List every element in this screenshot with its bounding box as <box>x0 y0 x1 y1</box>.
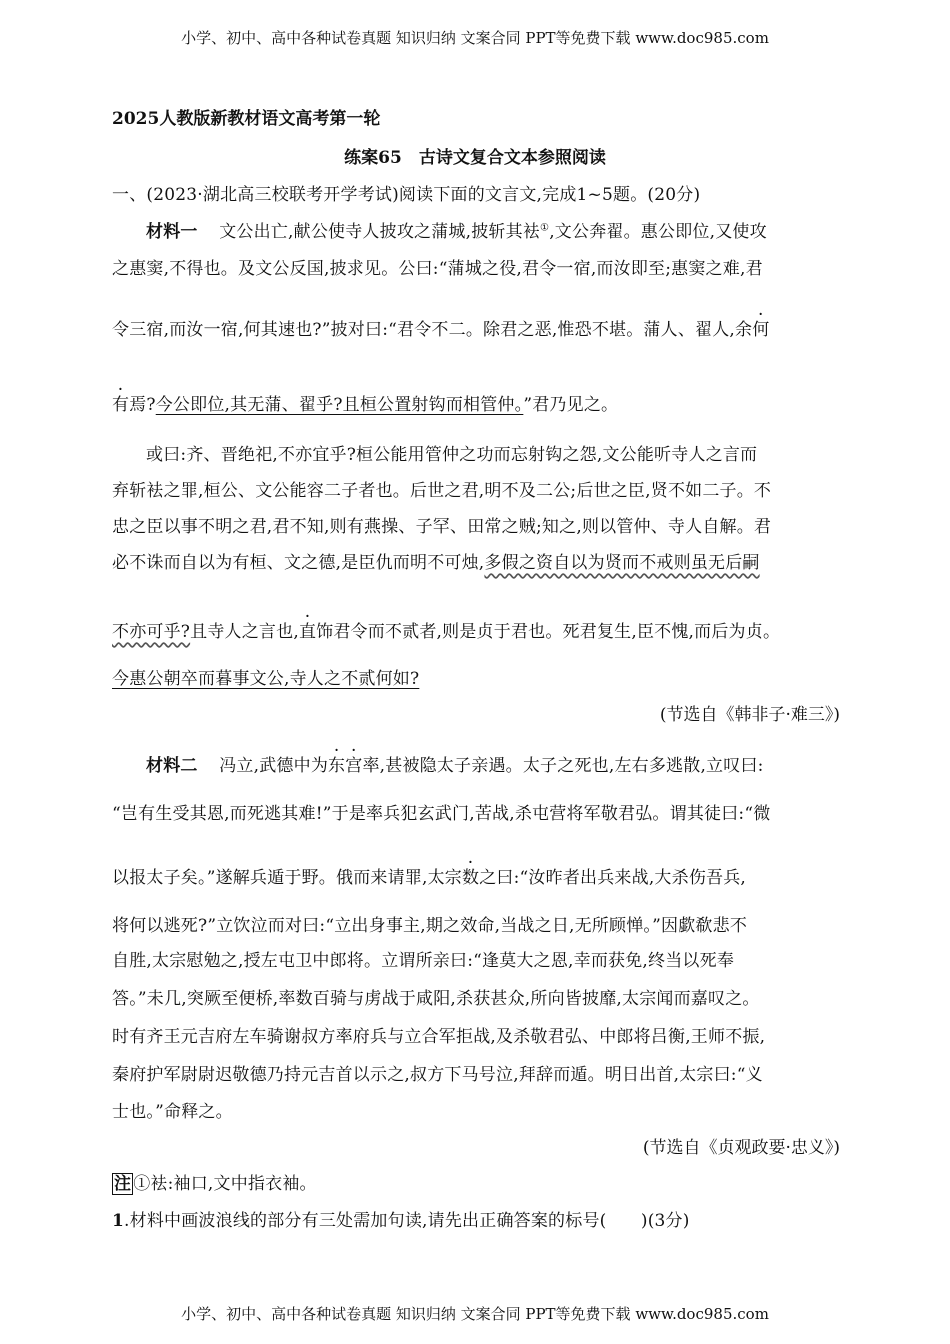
material1-line1: 材料一 文公出亡,献公使寺人披攻之蒲城,披斩其袪①,文公奔翟。惠公即位,又使攻 <box>146 222 767 242</box>
material2-line5: 自胜,太宗慰勉之,授左屯卫中郎将。立谓所亲曰:“逢莫大之恩,幸而获免,终当以死奉 <box>112 951 735 971</box>
emphasis-char: 何 <box>752 320 770 340</box>
emphasis-char: 有 <box>112 395 130 415</box>
page-footer: 小学、初中、高中各种试卷真题 知识归纳 文案合同 PPT等免费下载 www.doc985.com <box>181 1305 769 1323</box>
commentary-line6 <box>112 664 419 689</box>
source-citation-1: (节选自《韩非子·难三》) <box>659 705 840 725</box>
material1-line4: 有焉?今公即位,其无蒲、翟乎?且桓公置射钩而相管仲。”君乃见之。 <box>112 395 619 415</box>
material1-line3: 令三宿,而汝一宿,何其速也?”披对曰:“君令不二。除君之恶,惟恐不堪。蒲人、翟人,余何 <box>112 320 770 340</box>
commentary-line2: 弃斩袪之罪,桓公、文公能容二子者也。后世之君,明不及二公;后世之臣,贤不如二子。不 <box>112 481 772 501</box>
material2-line1: 材料二 冯立,武德中为东宫率,甚被隐太子亲遇。太子之死也,左右多逃散,立叹曰: <box>146 756 764 776</box>
footnote: 注 ①袪:袖口,文中指衣袖。 <box>114 1174 317 1194</box>
commentary-line3: 忠之臣以事不明之君,君不知,则有燕操、子罕、田常之贼;知之,则以管仲、寺人自解。君 <box>112 517 772 537</box>
material2-label: 材料二 <box>146 756 198 776</box>
material2-line6: 答。”未几,突厥至便桥,率数百骑与虏战于咸阳,杀获甚众,所向皆披靡,太宗闻而嘉叹之。 <box>112 989 760 1009</box>
commentary-line1: 或曰:齐、晋绝祀,不亦宜乎?桓公能用管仲之功而忘射钩之怨,文公能听寺人之言而 <box>146 445 758 465</box>
commentary-line5: 不亦可乎?且寺人之言也,直饰君令而不贰者,则是贞于君也。死君复生,臣不愧,而后为贞。 <box>112 622 781 642</box>
material2-line4: 将何以逃死?”立饮泣而对曰:“立出身事主,期之效命,当战之日,无所顾惮。”因歔欷悲不 <box>112 916 748 936</box>
material2-line7: 时有齐王元吉府左车骑谢叔方率府兵与立合军拒战,及杀敬君弘、中郎将吕衡,王师不振, <box>112 1027 766 1047</box>
note-label: 注 <box>114 1174 132 1194</box>
material1-label: 材料一 <box>146 222 198 242</box>
page-header: 小学、初中、高中各种试卷真题 知识归纳 文案合同 PPT等免费下载 www.doc985.com <box>181 29 769 47</box>
material2-line3: 以报太子矣。”遂解兵遁于野。俄而来请罪,太宗数之曰:“汝昨者出兵来战,大杀伤吾兵, <box>112 868 747 888</box>
commentary-line4: 必不诛而自以为有桓、文之德,是臣仇而明不可烛,多假之资自以为贤而不戒则虽无后嗣 <box>112 553 760 573</box>
material2-line8: 秦府护军尉尉迟敬德乃持元吉首以示之,叔方下马号泣,拜辞而遁。明日出首,太宗曰:“义 <box>112 1065 763 1085</box>
footnote-marker: ① <box>540 222 550 234</box>
exercise-title: 练案65 古诗文复合文本参照阅读 <box>344 148 606 168</box>
emphasis-char: 宫 <box>345 756 363 776</box>
source-citation-2: (节选自《贞观政要·忠义》) <box>642 1138 840 1158</box>
emphasis-char: 直 <box>298 622 317 642</box>
material1-line2: 之惠窦,不得也。及文公反国,披求见。公曰:“蒲城之役,君令一宿,而汝即至;惠窦之难,君 <box>112 259 763 279</box>
underlined-sentence: 今惠公朝卒而暮事文公,寺人之不贰何如? <box>112 669 420 689</box>
wavy-underlined-text: 多假之资自以为贤而不戒则虽无后嗣 <box>484 553 760 573</box>
document-series-title: 2025人教版新教材语文高考第一轮 <box>112 109 381 129</box>
underlined-sentence: 今公即位,其无蒲、翟乎?且桓公置射钩而相管仲。 <box>155 395 524 415</box>
emphasis-char: 东 <box>328 756 346 776</box>
emphasis-char: 数 <box>462 868 480 888</box>
wavy-underlined-text: 不亦可乎? <box>112 622 191 642</box>
material2-line9: 士也。”命释之。 <box>112 1102 233 1122</box>
question-intro: 一、(2023·湖北高三校联考开学考试)阅读下面的文言文,完成1~5题。(20分) <box>112 185 701 205</box>
material2-line2: “岂有生受其恩,而死逃其难!”于是率兵犯玄武门,苦战,杀屯营将军敬君弘。谓其徒曰:“微 <box>112 804 771 824</box>
question-1: 1.材料中画波浪线的部分有三处需加句读,请先出正确答案的标号( )(3分) <box>112 1211 690 1231</box>
question-number: 1 <box>112 1211 125 1231</box>
